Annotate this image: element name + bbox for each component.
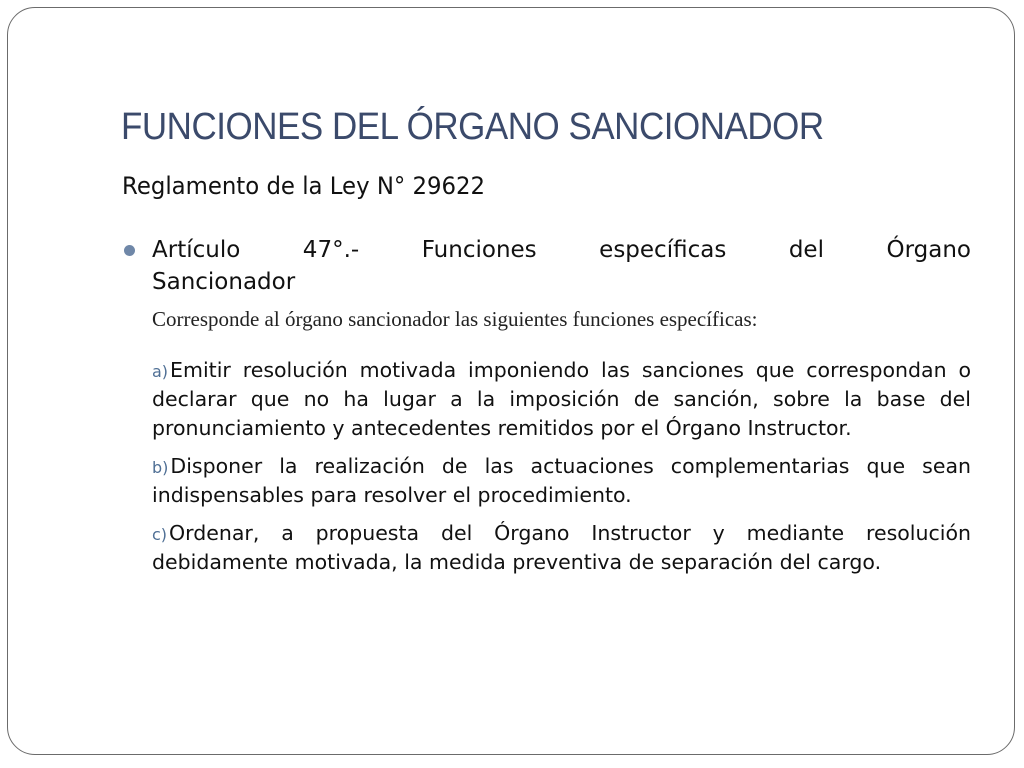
article-heading bbox=[152, 234, 971, 298]
slide-frame bbox=[7, 7, 1015, 755]
intro-text: Corresponde al órgano sancionador las siguientes funciones específicas: bbox=[152, 307, 758, 331]
list-item-text: Ordenar, a propuesta del Órgano Instructor y mediante resolución debidamente motivada, la medida preventiva de separación del cargo. bbox=[152, 521, 971, 574]
list-marker: a) bbox=[152, 362, 169, 381]
list-marker: b) bbox=[152, 458, 169, 477]
list-item-text: Disponer la realización de las actuaciones complementarias que sean indispensables para resolver el procedimiento. bbox=[152, 454, 971, 507]
bullet-item bbox=[122, 234, 971, 298]
slide-subtitle: Reglamento de la Ley N° 29622 bbox=[122, 172, 486, 200]
list-item bbox=[122, 452, 971, 510]
list-item bbox=[122, 519, 971, 577]
article-heading-line1: Artículo 47°.- Funciones específicas del Órgano bbox=[152, 237, 971, 263]
functions-list bbox=[122, 356, 971, 577]
slide-title: FUNCIONES DEL ÓRGANO SANCIONADOR bbox=[121, 106, 824, 148]
article-heading-line2: Sancionador bbox=[152, 269, 296, 295]
slide-content bbox=[122, 234, 971, 586]
bullet-dot-icon bbox=[124, 245, 135, 256]
list-item-text: Emitir resolución motivada imponiendo las sanciones que correspondan o declarar que no ha lugar a la imposición de sanción, sobre la base del pronunciamiento y antecedentes remitidos por el Órgano Instructor. bbox=[152, 358, 971, 440]
list-item bbox=[122, 356, 971, 443]
list-marker: c) bbox=[152, 525, 168, 544]
